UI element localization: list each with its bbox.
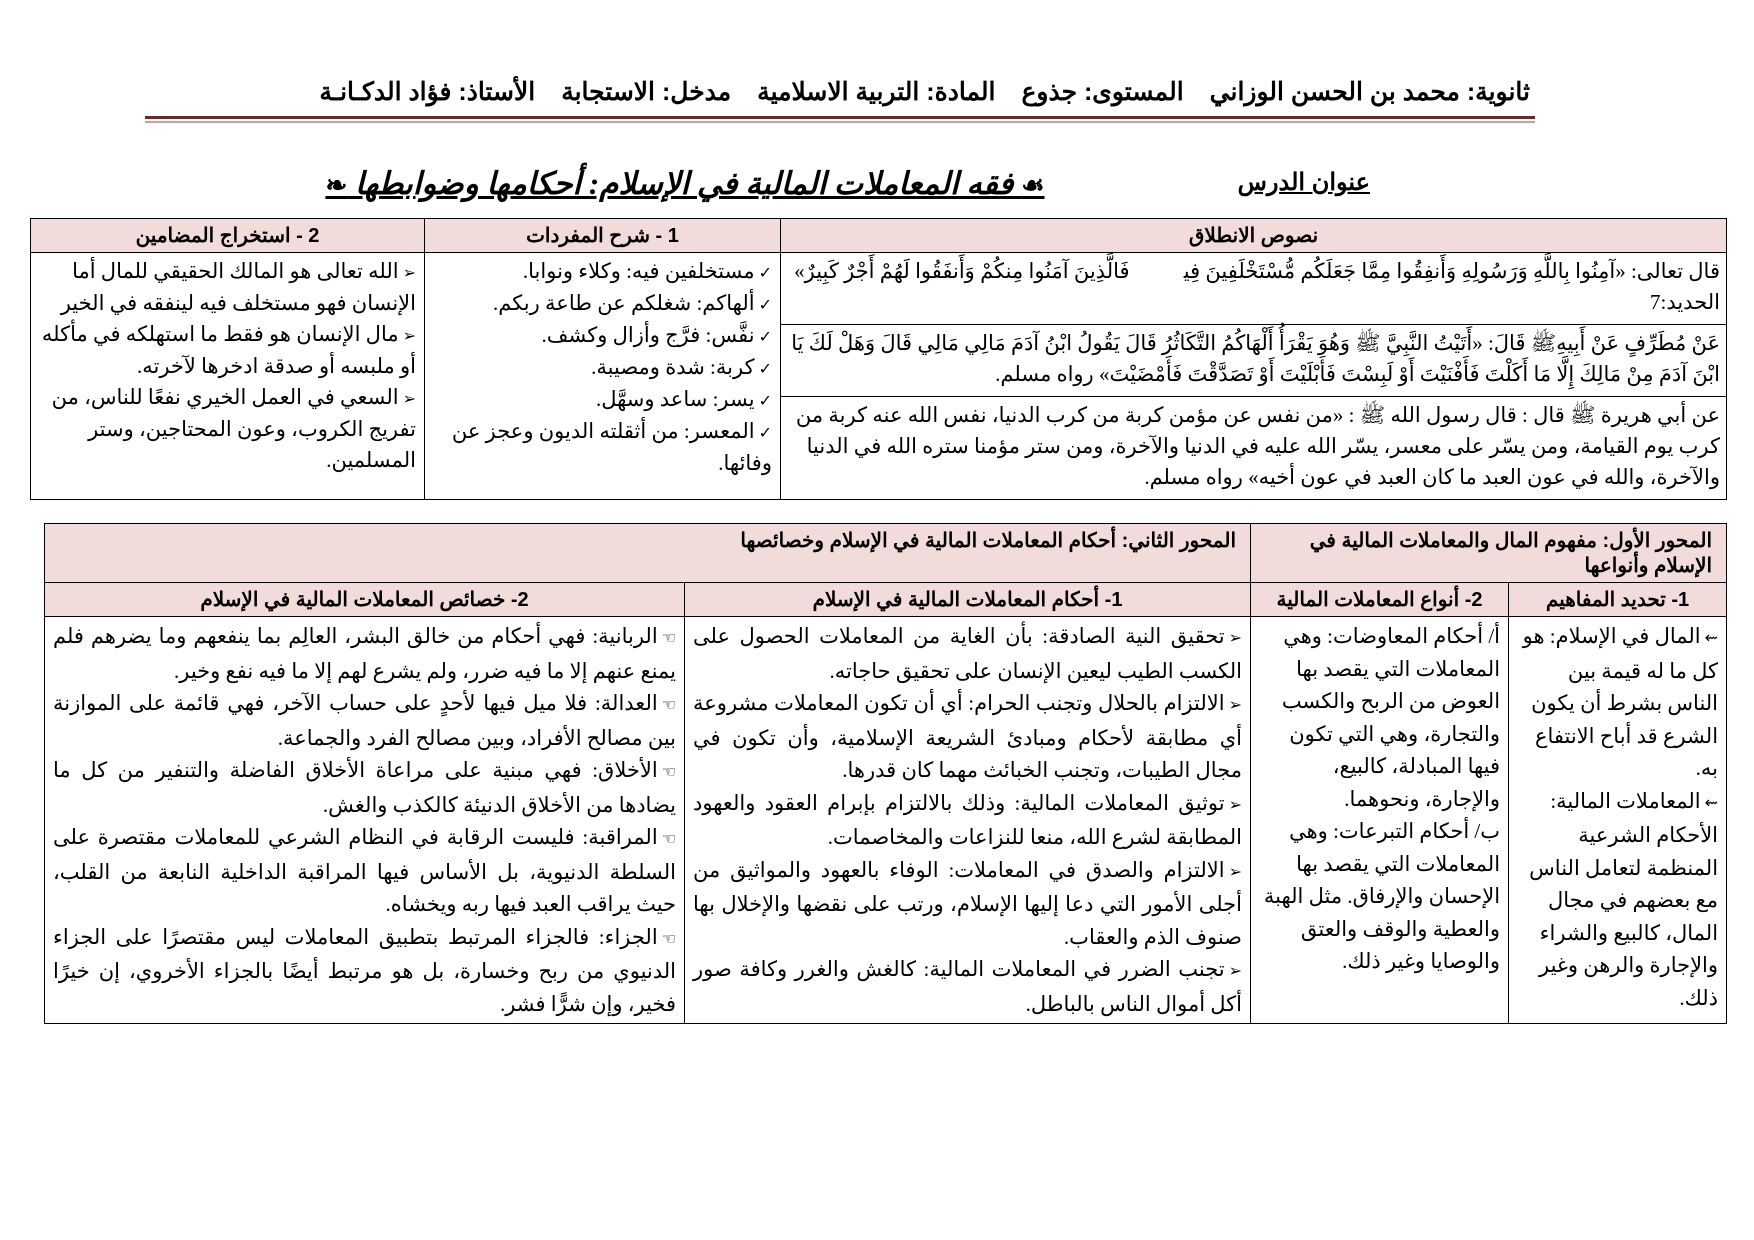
texts-cell xyxy=(781,253,1727,500)
hadith-abu-hurayra: عن أبي هريرة ﷺ قال : قال رسول الله ﷺ : «من نفس عن مؤمن كربة من كرب الدنيا، نفس الله عنه كربة من كرب يوم القيامة، ومن يسّر على معسر، يسّر الله عليه في الدنيا والآخرة، ومن ستر مؤمنا ستره الله في الدنيا والآخرة، والله في عون العبد ما كان العبد في عون أخيه» رواه مسلم. xyxy=(795,403,1720,489)
list-item: ➢الالتزام والصدق في المعاملات: الوفاء بالعهود والمواثيق من أجلى الأمور التي دعا إليها الإسلام، ورتب على نقضها والإخلال بها صنوف الذم والعقاب. xyxy=(693,857,1243,949)
hand-pointer-icon: ☜ xyxy=(661,829,677,848)
list-item: ➢مال الإنسان هو فقط ما استهلكه في مأكله أو ملبسه أو صدقة ادخرها لآخرته. xyxy=(41,322,416,378)
header-divider xyxy=(145,116,1535,119)
list-item: ➢توثيق المعاملات المالية: وذلك بالالتزام بإبرام العقود والعهود المطابقة لشرع الله، منعا للنزاعات والمخاصمات. xyxy=(693,790,1243,849)
types-header: 2- أنواع المعاملات المالية xyxy=(1251,583,1509,617)
list-item: ب/ أحكام التبرعات: وهي المعاملات التي يقصد بها الإحسان والإرفاق. مثل الهبة والعطية والوقف والعتق والوصايا وغير ذلك. xyxy=(1263,819,1501,973)
arrow-icon: ➢ xyxy=(402,263,416,282)
hand-pointer-icon: ⇜ xyxy=(1704,628,1719,647)
list-item: ⇜المعاملات المالية: الأحكام الشرعية المنظمة لتعامل الناس مع بعضهم في مجال المال، كالبيع والشراء والإجارة والرهن وغير ذلك. xyxy=(1529,788,1719,1010)
ornament-right-icon: ☙ xyxy=(1021,171,1045,200)
vocab-header: 1 - شرح المفردات xyxy=(425,219,781,253)
list-item: ✓ألهاكم: شغلكم عن طاعة ربكم. xyxy=(492,291,772,315)
header-divider-shadow xyxy=(145,121,1535,123)
list-item: ➢الالتزام بالحلال وتجنب الحرام: أي أن تكون المعاملات مشروعة أي مطابقة لأحكام ومبادئ الشريعة الإسلامية، وأن تكون في مجال الطيبات، وتجنب الخبائث مهما كان قدرها. xyxy=(693,691,1243,782)
check-icon: ✓ xyxy=(758,295,772,314)
list-item: ☜المراقبة: فليست الرقابة في النظام الشرعي للمعاملات مقتصرة على السلطة الدنيوية، بل الأساس فيها المراقبة الداخلية النابعة من القلب، حيث يراقب العبد فيها ربه ويخشاه. xyxy=(53,825,677,916)
school-name: ثانوية: محمد بن الحسن الوزاني xyxy=(1209,78,1530,106)
contents-cell xyxy=(31,253,425,500)
list-item: ✓مستخلفين فيه: وكلاء ونوابا. xyxy=(522,259,772,283)
features-cell xyxy=(45,617,685,1024)
list-item: ✓كربة: شدة ومصيبة. xyxy=(591,355,772,379)
hadith-mutarrif: عَنْ مُطَرِّفٍ عَنْ أَبِيهِﷺ قَالَ: «أَتَيْتُ النَّبِيَّ ﷺ وَهُوَ يَقْرَأُ أَلْهَاكُمُ التَّكَاثُرُ قَالَ يَقُولُ ابْنُ آدَمَ مَالِي مَالِي قَالَ وَهَلْ لَكَ يَا ابْنَ آدَمَ مِنْ مَالِكَ إِلَّا مَا أَكَلْتَ فَأَفْنَيْتَ أَوْ لَبِسْتَ فَأَبْلَيْتَ أَوْ تَصَدَّقْتَ فَأَمْضَيْتَ» رواه مسلم. xyxy=(781,325,1726,397)
arrow-icon: ➢ xyxy=(1228,695,1243,714)
list-item: ✓المعسر: من أثقلته الديون وعجز عن وفائها. xyxy=(451,419,772,475)
check-icon: ✓ xyxy=(758,391,772,410)
list-item: ➢تحقيق النية الصادقة: بأن الغاية من المعاملات الحصول على الكسب الطيب ليعين الإنسان على تحقيق حاجاته. xyxy=(693,624,1243,683)
quran-verse: قال تعالى: «آمِنُوا بِاللَّهِ وَرَسُولِهِ وَأَنفِقُوا مِمَّا جَعَلَكُم مُّسْتَخْلَفِينَ فِيهِۖ فَالَّذِينَ آمَنُوا مِنكُمْ وَأَنفَقُوا لَهُمْ أَجْرٌ كَبِيرٌ» الحديد:7 xyxy=(781,253,1726,325)
list-item: ➢الله تعالى هو المالك الحقيقي للمال أما الإنسان فهو مستخلف فيه لينفقه في الخير xyxy=(60,259,416,315)
arrow-icon: ➢ xyxy=(1228,861,1243,881)
vocab-cell xyxy=(425,253,781,500)
features-header: 2- خصائص المعاملات المالية في الإسلام xyxy=(45,583,685,617)
hand-pointer-icon: ☜ xyxy=(661,628,677,647)
contents-header: 2 - استخراج المضامين xyxy=(31,219,425,253)
hand-pointer-icon: ☜ xyxy=(661,695,677,714)
check-icon: ✓ xyxy=(758,263,772,282)
hand-pointer-icon: ⇜ xyxy=(1704,792,1719,812)
axis-two-title: المحور الثاني: أحكام المعاملات المالية في الإسلام وخصائصها xyxy=(45,524,1251,583)
list-item: ➢تجنب الضرر في المعاملات المالية: كالغش والغرر وكافة صور أكل أموال الناس بالباطل. xyxy=(693,957,1243,1016)
arrow-icon: ➢ xyxy=(402,326,416,345)
teacher-label: الأستاذ: فؤاد الدكـانـة xyxy=(319,78,536,106)
concepts-cell xyxy=(1509,617,1727,1024)
intro-table xyxy=(30,218,1727,500)
lesson-title: فقه المعاملات المالية في الإسلام: أحكامها وضوابطها xyxy=(355,166,1014,201)
check-icon: ✓ xyxy=(758,327,772,346)
level-label: المستوى: جذوع xyxy=(1021,78,1184,106)
list-item: ⇜المال في الإسلام: هو كل ما له قيمة بين الناس بشرط أن يكون الشرع قد أباح الانتفاع به. xyxy=(1522,624,1719,780)
list-item: ☜الجزاء: فالجزاء المرتبط بتطبيق المعاملات ليس مقتصرًا على الجزاء الدنيوي من ربح وخسارة، بل هو مرتبط أيضًا بالجزاء الأخروي، إن خيرًا فخير، وإن شرًّا فشر. xyxy=(53,924,677,1016)
list-item: ☜العدالة: فلا ميل فيها لأحدٍ على حساب الآخر، فهي قائمة على الموازنة بين مصالح الأفراد، وبين مصالح الفرد والجماعة. xyxy=(53,691,677,750)
list-item: ☜الربانية: فهي أحكام من خالق البشر، العالِم بما ينفعهم وما يضرهم فلم يمنع عنهم إلا ما فيه ضرر، ولم يشرع لهم إلا ما فيه نفع وخير. xyxy=(53,624,677,683)
ornament-left-icon: ❧ xyxy=(325,171,348,200)
subject-label: المادة: التربية الاسلامية xyxy=(757,78,996,106)
list-item: ☜الأخلاق: فهي مبنية على مراعاة الأخلاق الفاضلة والتنفير من كل ما يضادها من الأخلاق الدنيئة كالكذب والغش. xyxy=(53,758,677,817)
check-icon: ✓ xyxy=(758,359,772,378)
arrow-icon: ➢ xyxy=(1228,961,1243,980)
concepts-header: 1- تحديد المفاهيم xyxy=(1509,583,1727,617)
list-item: ➢السعي في العمل الخيري نفعًا للناس، من تفريج الكروب، وعون المحتاجين، وستر المسلمين. xyxy=(51,385,416,472)
rulings-header: 1- أحكام المعاملات المالية في الإسلام xyxy=(685,583,1251,617)
arrow-icon: ➢ xyxy=(402,389,416,408)
arrow-icon: ➢ xyxy=(1228,794,1243,814)
list-item: أ/ أحكام المعاوضات: وهي المعاملات التي يقصد بها العوض من الربح والكسب والتجارة، وهي التي تكون فيها المبادلة، كالبيع، والإجارة، ونحوهما. xyxy=(1281,624,1501,811)
hand-pointer-icon: ☜ xyxy=(661,762,677,781)
arrow-icon: ➢ xyxy=(1228,628,1243,647)
unit-label: مدخل: الاستجابة xyxy=(561,78,732,106)
lesson-label: عنوان الدرس xyxy=(1237,169,1370,196)
axes-table xyxy=(44,523,1727,1024)
list-item: ✓نفَّس: فرَّج وأزال وكشف. xyxy=(541,323,772,347)
types-cell xyxy=(1251,617,1509,1024)
list-item: ✓يسر: ساعد وسهَّل. xyxy=(595,387,772,411)
rulings-cell xyxy=(685,617,1251,1024)
check-icon: ✓ xyxy=(758,423,772,442)
hand-pointer-icon: ☜ xyxy=(661,928,677,948)
lesson-title-wrap xyxy=(290,166,1080,212)
page-header xyxy=(150,72,1530,112)
axis-one-title: المحور الأول: مفهوم المال والمعاملات المالية في الإسلام وأنواعها xyxy=(1251,524,1727,583)
texts-header: نصوص الانطلاق xyxy=(781,219,1727,253)
